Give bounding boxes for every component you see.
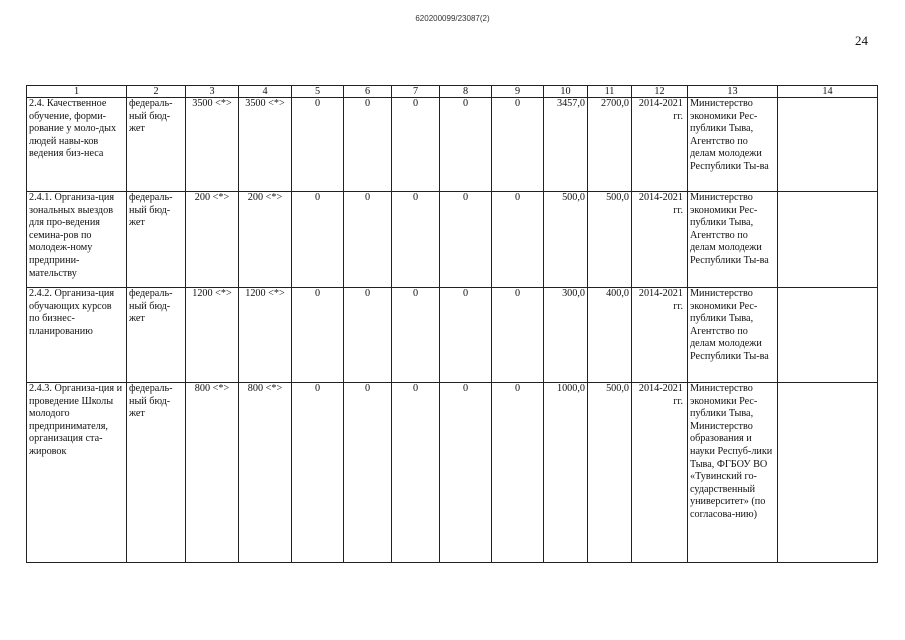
cell-amount-col10: 3457,0 <box>544 98 588 192</box>
cell-responsible: Министерство экономики Рес-публики Тыва, Агентство по делам молодежи Республики Ты-ва <box>688 288 778 383</box>
cell-amount-col4: 1200 <*> <box>239 288 292 383</box>
column-header-9: 9 <box>492 86 544 98</box>
column-header-5: 5 <box>292 86 344 98</box>
cell-responsible: Министерство экономики Рес-публики Тыва, Агентство по делам молодежи Республики Ты-ва <box>688 98 778 192</box>
column-header-13: 13 <box>688 86 778 98</box>
table-row <box>27 98 878 192</box>
column-header-6: 6 <box>344 86 392 98</box>
cell-amount-col7: 0 <box>392 192 440 288</box>
table-row <box>27 288 878 383</box>
column-header-1: 1 <box>27 86 127 98</box>
column-header-8: 8 <box>440 86 492 98</box>
column-header-4: 4 <box>239 86 292 98</box>
cell-amount-col3: 200 <*> <box>186 192 239 288</box>
cell-responsible: Министерство экономики Рес-публики Тыва, Агентство по делам молодежи Республики Ты-ва <box>688 192 778 288</box>
cell-amount-col4: 3500 <*> <box>239 98 292 192</box>
cell-activity: 2.4.2. Организа-ция обучающих курсов по бизнес-планированию <box>27 288 127 383</box>
cell-amount-col3: 800 <*> <box>186 383 239 563</box>
cell-notes <box>778 192 878 288</box>
cell-amount-col6: 0 <box>344 288 392 383</box>
cell-notes <box>778 288 878 383</box>
cell-funding-source: федераль-ный бюд-жет <box>127 288 186 383</box>
cell-amount-col5: 0 <box>292 192 344 288</box>
table-row <box>27 192 878 288</box>
cell-amount-col7: 0 <box>392 98 440 192</box>
cell-amount-col10: 500,0 <box>544 192 588 288</box>
cell-amount-col6: 0 <box>344 98 392 192</box>
cell-amount-col8: 0 <box>440 98 492 192</box>
cell-amount-col11: 500,0 <box>588 192 632 288</box>
table-row <box>27 383 878 563</box>
header-row <box>27 86 878 98</box>
cell-amount-col4: 800 <*> <box>239 383 292 563</box>
column-header-7: 7 <box>392 86 440 98</box>
cell-activity: 2.4.1. Организа-ция зональных выездов для про-ведения семина-ров по молодеж-ному предприни-мательству <box>27 192 127 288</box>
cell-funding-source: федераль-ный бюд-жет <box>127 192 186 288</box>
cell-amount-col5: 0 <box>292 288 344 383</box>
cell-period: 2014-2021 гг. <box>632 288 688 383</box>
cell-activity: 2.4. Качественное обучение, форми-рование у моло-дых людей навы-ков ведения биз-неса <box>27 98 127 192</box>
cell-amount-col5: 0 <box>292 98 344 192</box>
cell-amount-col8: 0 <box>440 288 492 383</box>
cell-activity: 2.4.3. Организа-ция и проведение Школы молодого предпринимателя, организация ста-жировок <box>27 383 127 563</box>
cell-amount-col3: 1200 <*> <box>186 288 239 383</box>
cell-amount-col7: 0 <box>392 383 440 563</box>
column-header-14: 14 <box>778 86 878 98</box>
cell-amount-col9: 0 <box>492 288 544 383</box>
cell-amount-col6: 0 <box>344 383 392 563</box>
cell-amount-col10: 300,0 <box>544 288 588 383</box>
column-header-2: 2 <box>127 86 186 98</box>
cell-period: 2014-2021 гг. <box>632 98 688 192</box>
cell-period: 2014-2021 гг. <box>632 383 688 563</box>
column-header-12: 12 <box>632 86 688 98</box>
cell-amount-col10: 1000,0 <box>544 383 588 563</box>
cell-amount-col11: 400,0 <box>588 288 632 383</box>
cell-funding-source: федераль-ный бюд-жет <box>127 383 186 563</box>
column-header-3: 3 <box>186 86 239 98</box>
cell-amount-col5: 0 <box>292 383 344 563</box>
cell-amount-col8: 0 <box>440 192 492 288</box>
cell-amount-col11: 2700,0 <box>588 98 632 192</box>
cell-amount-col9: 0 <box>492 192 544 288</box>
cell-amount-col4: 200 <*> <box>239 192 292 288</box>
cell-notes <box>778 98 878 192</box>
cell-amount-col3: 3500 <*> <box>186 98 239 192</box>
cell-amount-col6: 0 <box>344 192 392 288</box>
cell-amount-col9: 0 <box>492 98 544 192</box>
cell-amount-col8: 0 <box>440 383 492 563</box>
cell-amount-col9: 0 <box>492 383 544 563</box>
column-header-10: 10 <box>544 86 588 98</box>
cell-amount-col7: 0 <box>392 288 440 383</box>
cell-notes <box>778 383 878 563</box>
column-header-11: 11 <box>588 86 632 98</box>
cell-funding-source: федераль-ный бюд-жет <box>127 98 186 192</box>
program-table <box>26 85 878 563</box>
cell-amount-col11: 500,0 <box>588 383 632 563</box>
document-id: 620200099/23087(2) <box>415 14 490 23</box>
cell-period: 2014-2021 гг. <box>632 192 688 288</box>
cell-responsible: Министерство экономики Рес-публики Тыва, Министерство образования и науки Респуб-лики Тыва, ФГБОУ ВО «Тувинский го-сударственный университет» (по согласова-нию) <box>688 383 778 563</box>
page-number: 24 <box>855 33 868 48</box>
